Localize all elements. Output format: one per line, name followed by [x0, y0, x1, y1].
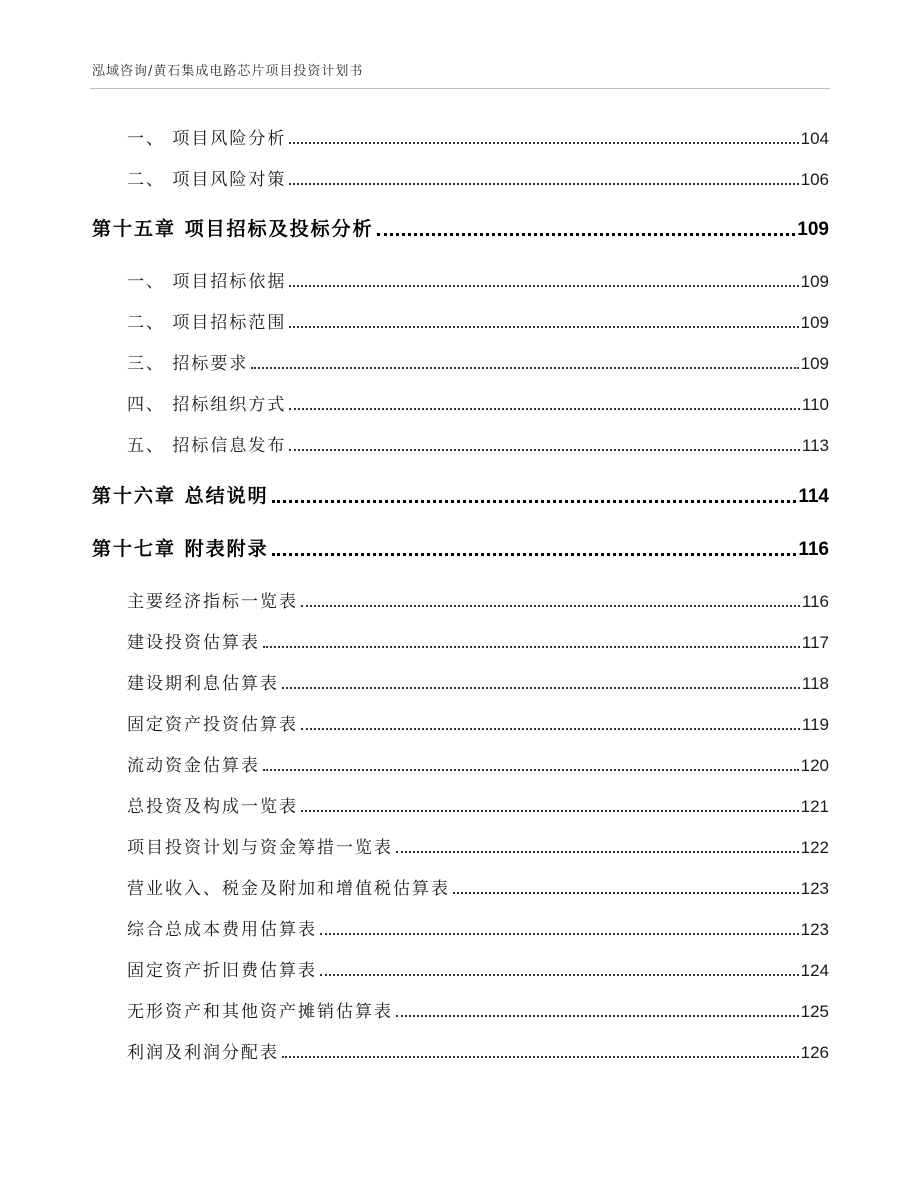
toc-entry-page: 119 [801, 715, 829, 734]
toc-chapter-label: 第十六章 总结说明 [92, 485, 269, 507]
toc-entry-depreciation[interactable] [127, 956, 829, 981]
toc-entry-bidding-organization[interactable] [127, 390, 829, 415]
toc-entry-label: 营业收入、税金及附加和增值税估算表 [127, 879, 450, 899]
toc-chapter-page: 116 [798, 539, 829, 560]
toc-entry-profit-distribution[interactable] [127, 1038, 829, 1063]
toc-entry-bidding-basis[interactable] [127, 267, 829, 292]
toc-chapter-page: 114 [798, 486, 829, 507]
toc-entry-construction-interest[interactable] [127, 669, 829, 694]
toc-leader-dots [320, 933, 799, 935]
toc-leader-dots [282, 687, 800, 689]
toc-entry-label: 主要经济指标一览表 [127, 592, 298, 612]
toc-leader-dots [301, 728, 800, 730]
toc-entry-construction-investment[interactable] [127, 628, 829, 653]
toc-leader-dots [396, 1015, 799, 1017]
toc-entry-label: 建设期利息估算表 [127, 674, 279, 694]
toc-entry-label: 无形资产和其他资产摊销估算表 [127, 1002, 393, 1022]
toc-entry-label: 总投资及构成一览表 [127, 797, 298, 817]
toc-leader-dots [263, 646, 800, 648]
toc-entry-page: 109 [800, 313, 829, 332]
toc-leader-dots [272, 553, 797, 556]
toc-entry-main-economic-indicators[interactable] [127, 587, 829, 612]
toc-leader-dots [282, 1056, 799, 1058]
toc-leader-dots [289, 449, 799, 451]
toc-entry-label: 四、 招标组织方式 [127, 395, 287, 415]
toc-entry-page: 121 [800, 797, 829, 816]
toc-leader-dots [301, 810, 799, 812]
toc-entry-page: 113 [801, 436, 829, 455]
toc-entry-label: 三、 招标要求 [127, 354, 249, 374]
toc-entry-investment-plan-financing[interactable] [127, 833, 829, 858]
toc-entry-page: 117 [801, 633, 829, 652]
toc-leader-dots [263, 769, 799, 771]
toc-chapter-17[interactable] [92, 534, 829, 561]
toc-entry-revenue-tax[interactable] [127, 874, 829, 899]
toc-entry-total-investment[interactable] [127, 792, 829, 817]
toc-leader-dots [396, 851, 799, 853]
toc-entry-total-cost[interactable] [127, 915, 829, 940]
toc-entry-page: 106 [800, 170, 829, 189]
toc-entry-page: 120 [800, 756, 829, 775]
toc-entry-label: 综合总成本费用估算表 [127, 920, 317, 940]
toc-chapter-16[interactable] [92, 481, 829, 508]
toc-entry-amortization[interactable] [127, 997, 829, 1022]
toc-entry-page: 125 [800, 1002, 829, 1021]
toc-entry-page: 122 [800, 838, 829, 857]
toc-entry-page: 109 [800, 354, 829, 373]
toc-entry-page: 116 [801, 592, 829, 611]
toc-leader-dots [251, 367, 798, 369]
toc-chapter-label: 第十七章 附表附录 [92, 538, 269, 560]
toc-leader-dots [289, 326, 798, 328]
toc-entry-label: 利润及利润分配表 [127, 1043, 279, 1063]
toc-entry-label: 项目投资计划与资金筹措一览表 [127, 838, 393, 858]
toc-leader-dots [453, 892, 799, 894]
toc-entry-page: 126 [800, 1043, 829, 1062]
toc-entry-fixed-asset-investment[interactable] [127, 710, 829, 735]
toc-entry-label: 一、 项目风险分析 [127, 129, 287, 149]
toc-entry-page: 124 [800, 961, 829, 980]
toc-chapter-label: 第十五章 项目招标及投标分析 [92, 218, 374, 240]
toc-chapter-page: 109 [797, 219, 829, 240]
toc-leader-dots [289, 142, 798, 144]
toc-entry-page: 123 [800, 920, 829, 939]
toc-chapter-15[interactable] [92, 214, 829, 241]
toc-entry-bidding-requirements[interactable] [127, 349, 829, 374]
toc-entry-risk-countermeasures[interactable] [127, 165, 829, 190]
toc-entry-page: 118 [801, 674, 829, 693]
toc-entry-label: 固定资产折旧费估算表 [127, 961, 317, 981]
toc-entry-label: 二、 项目招标范围 [127, 313, 287, 333]
toc-entry-page: 104 [800, 129, 829, 148]
toc-leader-dots [301, 605, 800, 607]
toc-leader-dots [289, 408, 799, 410]
toc-entry-risk-analysis[interactable] [127, 124, 829, 149]
toc-leader-dots [320, 974, 799, 976]
toc-entry-label: 建设投资估算表 [127, 633, 260, 653]
toc-leader-dots [289, 285, 798, 287]
toc-entry-page: 110 [801, 395, 829, 414]
toc-entry-label: 固定资产投资估算表 [127, 715, 298, 735]
toc-entry-bidding-scope[interactable] [127, 308, 829, 333]
toc-entry-page: 123 [800, 879, 829, 898]
toc-entry-label: 一、 项目招标依据 [127, 272, 287, 292]
toc-entry-label: 五、 招标信息发布 [127, 436, 287, 456]
toc-leader-dots [289, 183, 798, 185]
toc-entry-bidding-publication[interactable] [127, 431, 829, 456]
header-rule [90, 88, 830, 89]
page-header: 泓域咨询/黄石集成电路芯片项目投资计划书 [92, 64, 364, 79]
toc-leader-dots [377, 233, 796, 236]
toc-entry-label: 流动资金估算表 [127, 756, 260, 776]
toc-entry-page: 109 [800, 272, 829, 291]
toc-entry-working-capital[interactable] [127, 751, 829, 776]
toc-entry-label: 二、 项目风险对策 [127, 170, 287, 190]
toc-leader-dots [272, 500, 797, 503]
